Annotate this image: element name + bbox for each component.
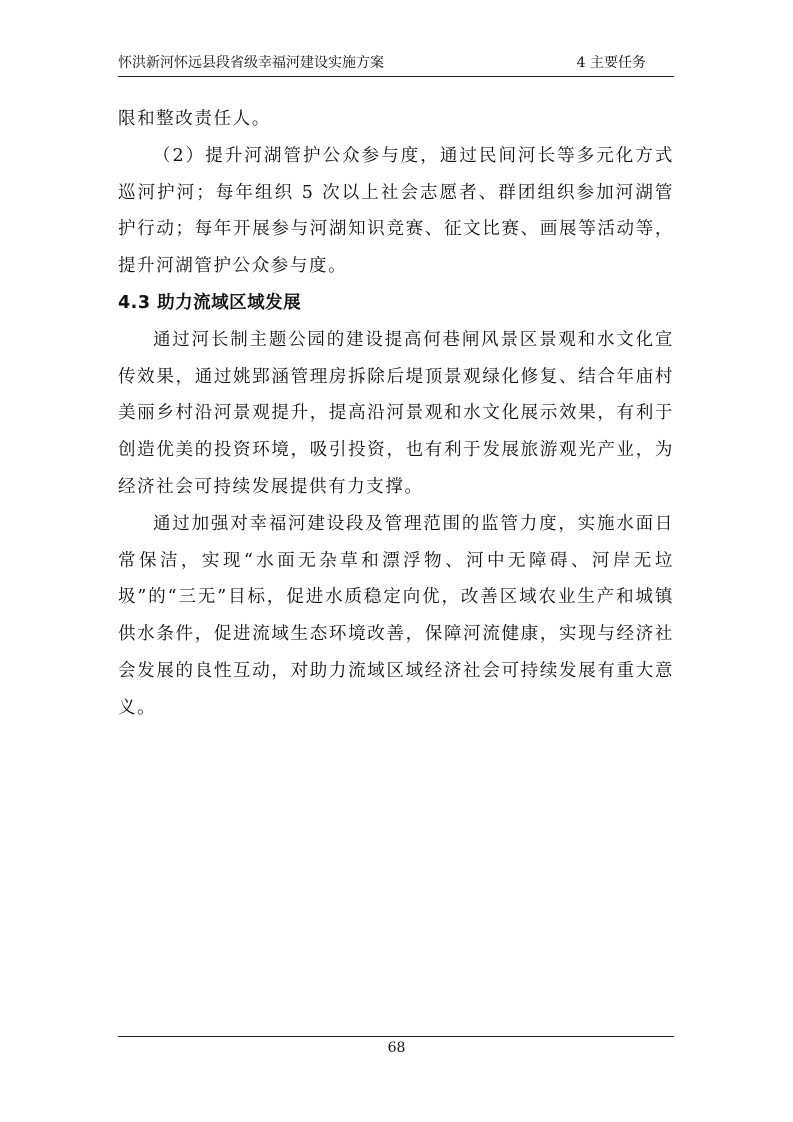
paragraph-supervision: 通过加强对幸福河建设段及管理范围的监管力度，实施水面日常保洁，实现“水面无杂草和漂浮物、河中无障碍、河岸无垃圾”的“三无”目标，促进水质稳定向优，改善区域农业生产和城镇供水条件，促进流域生态环境改善，保障河流健康，实现与经济社会发展的良性互动，对助力流域区域经济社会可持续发展有重大意义。: [118, 513, 674, 718]
page-header: [118, 52, 674, 77]
section-title: 4 主要任务: [576, 55, 646, 71]
footer-divider: [118, 1036, 674, 1037]
page-content: [118, 101, 674, 727]
paragraph-landscape: 通过河长制主题公园的建设提高何巷闸风景区景观和水文化宣传效果，通过姚郢涵管理房拆除后堤顶景观绿化修复、结合年庙村美丽乡村沿河景观提升，提高沿河景观和水文化展示效果，有利于创造优美的投资环境，吸引投资，也有利于发展旅游观光产业，为经济社会可持续发展提供有力支撑。: [118, 329, 674, 497]
page-number: 68: [387, 1040, 406, 1056]
paragraph-continuation: 限和整改责任人。: [118, 109, 271, 129]
document-title: 怀洪新河怀远县段省级幸福河建设实施方案: [118, 55, 384, 71]
section-heading: 4.3 助力流域区域发展: [118, 292, 302, 313]
paragraph-public-participation: （2）提升河湖管护公众参与度，通过民间河长等多元化方式巡河护河；每年组织 5 次以上社会志愿者、群团组织参加河湖管护行动；每年开展参与河湖知识竞赛、征文比赛、画展等活动等，提升河湖管护公众参与度。: [118, 145, 674, 277]
